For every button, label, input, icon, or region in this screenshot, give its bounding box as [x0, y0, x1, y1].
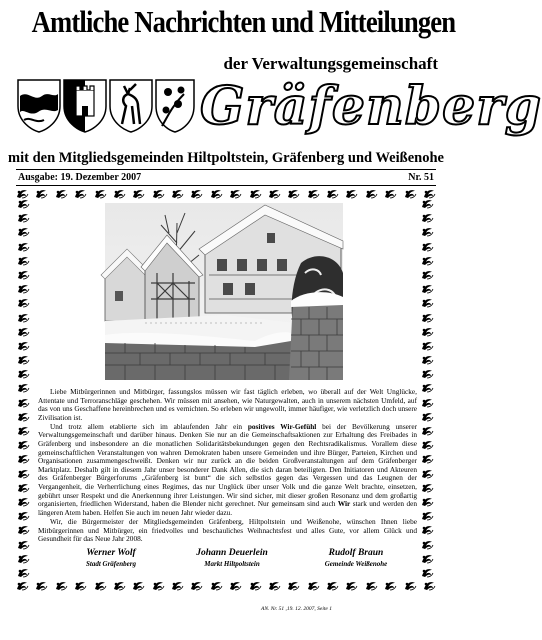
letter-p2-emphasis-wir: Wir: [337, 499, 351, 509]
issue-date: Ausgabe: 19. Dezember 2007: [18, 172, 142, 183]
scroll-ornament-icon: [421, 354, 434, 365]
scroll-ornament-icon: [17, 539, 30, 550]
member-municipalities: mit den Mitgliedsgemeinden Hiltpoltstein, Gräfenberg und Weißenohe: [8, 150, 444, 166]
scroll-ornament-icon: [421, 553, 434, 564]
scroll-ornament-icon: [132, 580, 145, 591]
divider-top: [16, 169, 436, 170]
scroll-ornament-icon: [171, 580, 184, 591]
scroll-ornament-icon: [17, 411, 30, 422]
scroll-ornament-icon: [229, 580, 242, 591]
signer-name: Rudolf Braun: [328, 548, 384, 558]
scroll-ornament-icon: [423, 580, 436, 591]
town-logo-text: Gräfenberg: [200, 76, 542, 137]
scroll-ornament-icon: [404, 188, 417, 199]
letter-paragraph-3: Wir, die Bürgermeister der Mitgliedsgemeinden Gräfenberg, Hiltpoltstein und Weißenohe, wünschen Ihnen liebe Mitbürgerinnen und Mitbürger, ein friedvolles und beschauliches Weihnachtsfest und alles Gute, vor allem Glück und Gesundheit für das Neue Jahr 2008.: [38, 516, 417, 544]
scroll-ornament-icon: [17, 496, 30, 507]
scroll-ornament-icon: [17, 453, 30, 464]
scroll-ornament-icon: [421, 425, 434, 436]
scroll-ornament-icon: [421, 269, 434, 280]
signatures: [38, 548, 417, 572]
signer-3: [298, 548, 414, 568]
signer-role: Markt Hiltpoltstein: [204, 560, 260, 568]
scroll-ornament-icon: [17, 510, 30, 521]
scroll-ornament-icon: [345, 188, 358, 199]
scroll-ornament-icon: [421, 482, 434, 493]
scroll-ornament-icon: [17, 198, 30, 209]
winter-village-photo: [105, 203, 343, 380]
scroll-ornament-icon: [421, 411, 434, 422]
scroll-ornament-icon: [421, 326, 434, 337]
letter-p2-part-b: bei der Bevölkerung unserer Verwaltungsgemeinschaft und darüber hinaus. Denken Sie nur an die Gemeinschaftsaktionen zur Erhaltung des Freibades in Gräfenberg und insbesondere an die monatlichen Solidaritätsbekundungen gegen den Rechtsradikalismus. Vorallem diese gemeinschaftlichen Veranstaltungen von wahren Demokraten haben unsere Gemeinden und ihre Bürger, Parteien, Kirchen und Organisationen zusammengeschweißt. Denken wir nur zurück an die beiden Großveranstaltungen auf dem Gräfenberger Marktplatz. Deshalb gilt in diesem Jahr unser besonderer Dank Allen, die sich daran beteiligten. Den Initiatoren und Akteuren des Gräfenberger Bürgerforums „Gräfenberg ist bunt“ die sich selbstlos gegen das Vergessen und das Leugnen der Vergangenheit, die Verherrlichung eines Regimes, das nur Unglück über unser Volk und die ganze Welt brachte, einsetzen, gebührt unser Respekt und die Anerkennung ihrer Leistungen. Wir sind sicher, mit dieser großen Resonanz und dem großartig organisierten, friedlichen Widerstand, haben die Blender nicht gerechnet. Nur gemeinsam sind auch: [38, 421, 418, 509]
scroll-ornament-icon: [384, 188, 397, 199]
signer-role: Stadt Gräfenberg: [86, 560, 136, 568]
scroll-ornament-icon: [249, 580, 262, 591]
scroll-ornament-icon: [17, 226, 30, 237]
signer-role: Gemeinde Weißenohe: [324, 560, 388, 568]
scroll-ornament-icon: [17, 255, 30, 266]
scroll-ornament-icon: [421, 567, 434, 578]
scroll-ornament-icon: [190, 188, 203, 199]
signer-name: Werner Wolf: [86, 548, 136, 558]
letter-paragraph-2: [38, 423, 417, 518]
signer-2: [172, 548, 292, 568]
ornament-border-right: [421, 198, 437, 578]
scroll-ornament-icon: [326, 188, 339, 199]
scroll-ornament-icon: [345, 580, 358, 591]
scroll-ornament-icon: [421, 198, 434, 209]
scroll-ornament-icon: [421, 439, 434, 450]
scroll-ornament-icon: [268, 580, 281, 591]
deer-crest-icon: [110, 80, 152, 132]
scroll-ornament-icon: [287, 188, 300, 199]
scroll-ornament-icon: [421, 397, 434, 408]
scroll-ornament-icon: [17, 439, 30, 450]
scroll-ornament-icon: [17, 283, 30, 294]
scroll-ornament-icon: [74, 580, 87, 591]
letter-text: [38, 388, 417, 544]
scroll-ornament-icon: [421, 255, 434, 266]
scroll-ornament-icon: [35, 188, 48, 199]
page-footer: AN. Nr. 51 ,19. 12. 2007, Seite 1: [260, 606, 332, 612]
scroll-ornament-icon: [421, 312, 434, 323]
scroll-ornament-icon: [210, 580, 223, 591]
scroll-ornament-icon: [268, 188, 281, 199]
scroll-ornament-icon: [421, 226, 434, 237]
scroll-ornament-icon: [55, 188, 68, 199]
scroll-ornament-icon: [17, 425, 30, 436]
scroll-ornament-icon: [17, 553, 30, 564]
scroll-ornament-icon: [17, 212, 30, 223]
scroll-ornament-icon: [421, 283, 434, 294]
scroll-ornament-icon: [17, 326, 30, 337]
divider-bottom: [16, 185, 436, 186]
scroll-ornament-icon: [307, 580, 320, 591]
scroll-ornament-icon: [421, 453, 434, 464]
scroll-ornament-icon: [421, 212, 434, 223]
scroll-ornament-icon: [17, 524, 30, 535]
scroll-ornament-icon: [210, 188, 223, 199]
signer-name: Johann Deuerlein: [196, 548, 268, 558]
scroll-ornament-icon: [17, 382, 30, 393]
newspaper-title: Amtliche Nachrichten und Mitteilungen: [31, 4, 456, 39]
scroll-ornament-icon: [287, 580, 300, 591]
scroll-ornament-icon: [94, 580, 107, 591]
signer-1: [56, 548, 166, 568]
scroll-ornament-icon: [74, 188, 87, 199]
scroll-ornament-icon: [326, 580, 339, 591]
ornament-border-left: [17, 198, 33, 578]
scroll-ornament-icon: [35, 580, 48, 591]
scroll-ornament-icon: [421, 368, 434, 379]
scroll-ornament-icon: [113, 188, 126, 199]
scroll-ornament-icon: [249, 188, 262, 199]
scroll-ornament-icon: [17, 368, 30, 379]
letter-p2-emphasis: positives Wir-Gefühl: [247, 421, 317, 431]
scroll-ornament-icon: [17, 397, 30, 408]
newspaper-subtitle: der Verwaltungsgemeinschaft: [223, 54, 438, 73]
scroll-ornament-icon: [421, 297, 434, 308]
scroll-ornament-icon: [421, 510, 434, 521]
issue-number: Nr. 51: [408, 172, 434, 183]
scroll-ornament-icon: [229, 188, 242, 199]
scroll-ornament-icon: [365, 580, 378, 591]
scroll-ornament-icon: [17, 269, 30, 280]
scroll-ornament-icon: [421, 241, 434, 252]
scroll-ornament-icon: [421, 382, 434, 393]
scroll-ornament-icon: [365, 188, 378, 199]
scroll-ornament-icon: [17, 340, 30, 351]
scroll-ornament-icon: [421, 340, 434, 351]
tower-crest-icon: [64, 80, 106, 132]
scroll-ornament-icon: [17, 468, 30, 479]
scroll-ornament-icon: [17, 567, 30, 578]
scroll-ornament-icon: [132, 188, 145, 199]
wave-crest-icon: [18, 80, 60, 132]
letter-p2-part-a: Und trotz allem etablierte sich im ablaufenden Jahr ein: [50, 421, 248, 431]
scroll-ornament-icon: [190, 580, 203, 591]
scroll-ornament-icon: [55, 580, 68, 591]
issue-line: [16, 171, 436, 185]
scroll-ornament-icon: [16, 580, 29, 591]
municipal-crests: [16, 76, 196, 134]
scroll-ornament-icon: [421, 524, 434, 535]
scroll-ornament-icon: [307, 188, 320, 199]
scroll-ornament-icon: [152, 580, 165, 591]
flower-crest-icon: [156, 80, 194, 132]
scroll-ornament-icon: [171, 188, 184, 199]
ornament-border-top: [16, 188, 436, 200]
letter-p2-part-c: stark und werden den längeren Atem haben. Helfen Sie auch im neuen Jahr wieder dazu.: [38, 499, 418, 517]
ornament-border-bottom: [16, 580, 436, 592]
scroll-ornament-icon: [94, 188, 107, 199]
scroll-ornament-icon: [17, 312, 30, 323]
scroll-ornament-icon: [421, 496, 434, 507]
town-logo: [200, 72, 542, 142]
scroll-ornament-icon: [152, 188, 165, 199]
letter-paragraph-1: Liebe Mitbürgerinnen und Mitbürger, fassungslos müssen wir fast täglich erleben, wo überall auf der Welt Unglücke, Attentate und Terroranschläge geschehen. Wir müssen mit ansehen, wie Naturgewalten, auch in unserem nächsten Umfeld, auf das von uns Geschaffene hereinbrechen und es vernichten. So erleben wir ungewollt, immer häufiger, wie verletzlich doch unsere Zivilisation ist.: [38, 387, 417, 422]
scroll-ornament-icon: [17, 241, 30, 252]
scroll-ornament-icon: [421, 468, 434, 479]
scroll-ornament-icon: [421, 539, 434, 550]
scroll-ornament-icon: [17, 297, 30, 308]
scroll-ornament-icon: [17, 354, 30, 365]
scroll-ornament-icon: [17, 482, 30, 493]
scroll-ornament-icon: [404, 580, 417, 591]
scroll-ornament-icon: [113, 580, 126, 591]
scroll-ornament-icon: [384, 580, 397, 591]
